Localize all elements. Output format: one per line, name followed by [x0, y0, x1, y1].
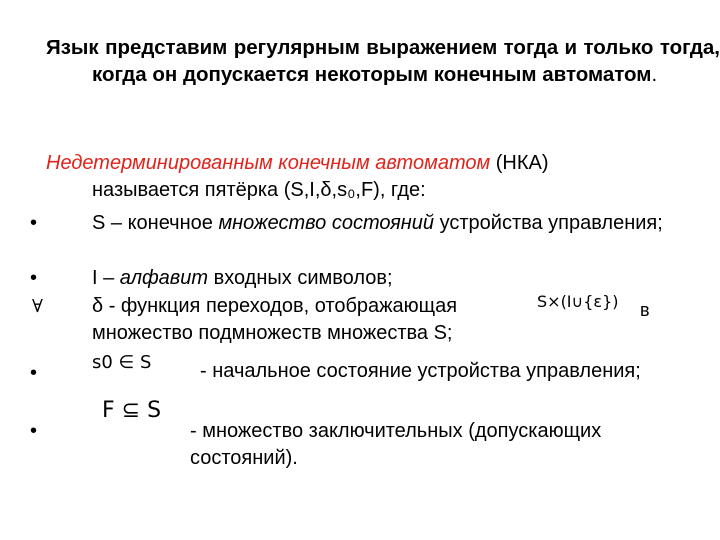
intro-period: . — [651, 63, 658, 86]
definition-abbr: (НКА) — [490, 152, 549, 174]
item-states-lead: S – конечное — [92, 212, 219, 234]
item-final-text — [92, 418, 680, 472]
delta-formula: S×(I∪{ε}) — [537, 292, 619, 311]
item-states-italic: множество состояний — [218, 212, 435, 234]
bullet-4: • — [30, 362, 38, 384]
definition-line-2: называется пятёрка (S,I,δ,s₀,F), где: — [92, 179, 426, 201]
item-delta-line-2: множество подмножеств множества S; — [92, 322, 453, 344]
item-states-tail: устройства управления; — [434, 212, 663, 234]
item-delta-line-1: δ - функция переходов, отображающая — [92, 295, 458, 317]
intro-text: Язык представим регулярным выражением тогда и только тогда, когда он допускается некоторым конечным автоматом — [46, 36, 720, 86]
item-alphabet — [92, 265, 682, 292]
intro-paragraph — [46, 34, 720, 88]
item-initial-text: - начальное состояние устройства управления; — [200, 360, 641, 382]
delta-formula-suffix: в — [640, 300, 650, 320]
item-final-tail: - множество заключительных (допускающих состояний). — [190, 420, 602, 469]
bullet-5: • — [30, 420, 38, 442]
bullet-1: • — [30, 212, 38, 234]
initial-state-formula: s0 ∈ S — [92, 352, 152, 373]
definition-term: Недетерминированным конечным автоматом — [46, 152, 491, 174]
forall-symbol: ∀ — [32, 296, 43, 317]
item-states — [92, 210, 682, 237]
item-alphabet-lead: I – — [92, 267, 120, 289]
final-states-formula: F ⊆ S — [102, 398, 162, 423]
item-alphabet-italic: алфавит — [119, 267, 209, 289]
item-alphabet-tail: входных символов; — [208, 267, 393, 289]
definition-line-1 — [46, 150, 674, 177]
bullet-2: • — [30, 267, 38, 289]
item-initial-line-1 — [92, 358, 682, 385]
